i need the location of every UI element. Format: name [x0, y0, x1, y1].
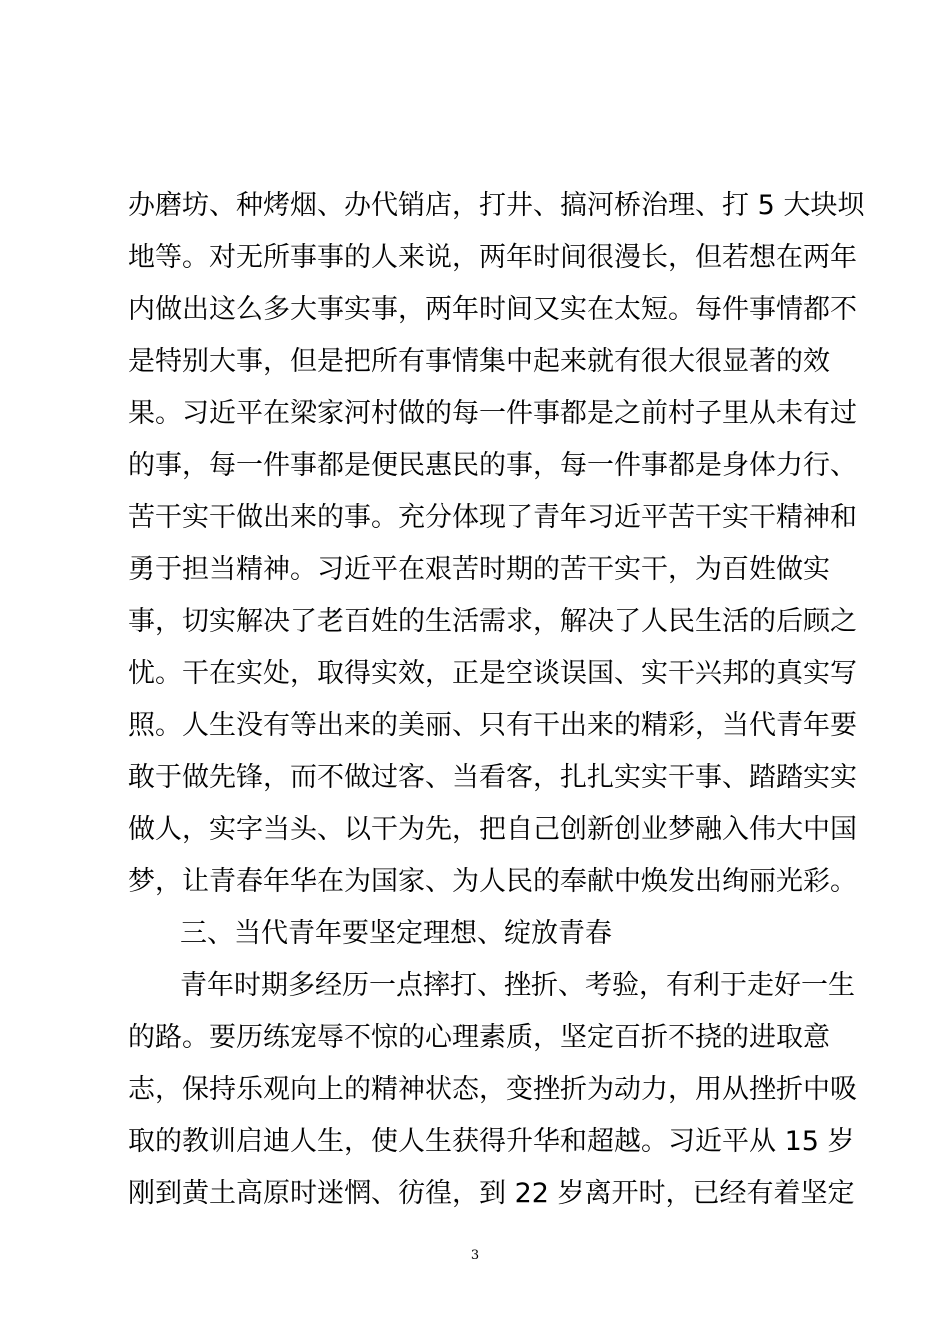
text-line: 敢于做先锋，而不做过客、当看客，扎扎实实干事、踏踏实实 — [128, 762, 857, 793]
text-line: 地等。对无所事事的人来说，两年时间很漫长，但若想在两年 — [128, 242, 857, 273]
text-line: 办磨坊、种烤烟、办代销店，打井、搞河桥治理、打 5 大块坝 — [128, 190, 865, 221]
text-line: 的事，每一件事都是便民惠民的事，每一件事都是身体力行、 — [128, 450, 857, 481]
text-line: 青年时期多经历一点摔打、挫折、考验，有利于走好一生 — [180, 970, 855, 1001]
text-line: 做人，实字当头、以干为先，把自己创新创业梦融入伟大中国 — [128, 814, 857, 845]
text-line: 刚到黄土高原时迷惘、彷徨，到 22 岁离开时，已经有着坚定 — [128, 1178, 855, 1209]
text-line: 事，切实解决了老百姓的生活需求，解决了人民生活的后顾之 — [128, 606, 857, 637]
text-line: 志，保持乐观向上的精神状态，变挫折为动力，用从挫折中吸 — [128, 1074, 857, 1105]
text-line: 是特别大事，但是把所有事情集中起来就有很大很显著的效 — [128, 346, 830, 377]
page-number: 3 — [470, 1248, 480, 1263]
text-line: 照。人生没有等出来的美丽、只有干出来的精彩，当代青年要 — [128, 710, 857, 741]
text-line: 果。习近平在梁家河村做的每一件事都是之前村子里从未有过 — [128, 398, 857, 429]
text-line: 的路。要历练宠辱不惊的心理素质，坚定百折不挠的进取意 — [128, 1022, 830, 1053]
section-heading: 三、当代青年要坚定理想、绽放青春 — [180, 918, 612, 949]
text-line: 苦干实干做出来的事。充分体现了青年习近平苦干实干精神和 — [128, 502, 857, 533]
text-line: 内做出这么多大事实事，两年时间又实在太短。每件事情都不 — [128, 294, 857, 325]
text-line: 忧。干在实处，取得实效，正是空谈误国、实干兴邦的真实写 — [128, 658, 857, 689]
text-line: 勇于担当精神。习近平在艰苦时期的苦干实干，为百姓做实 — [128, 554, 830, 585]
text-line: 梦，让青春年华在为国家、为人民的奉献中焕发出绚丽光彩。 — [128, 866, 857, 897]
text-line: 取的教训启迪人生，使人生获得升华和超越。习近平从 15 岁 — [128, 1126, 855, 1157]
